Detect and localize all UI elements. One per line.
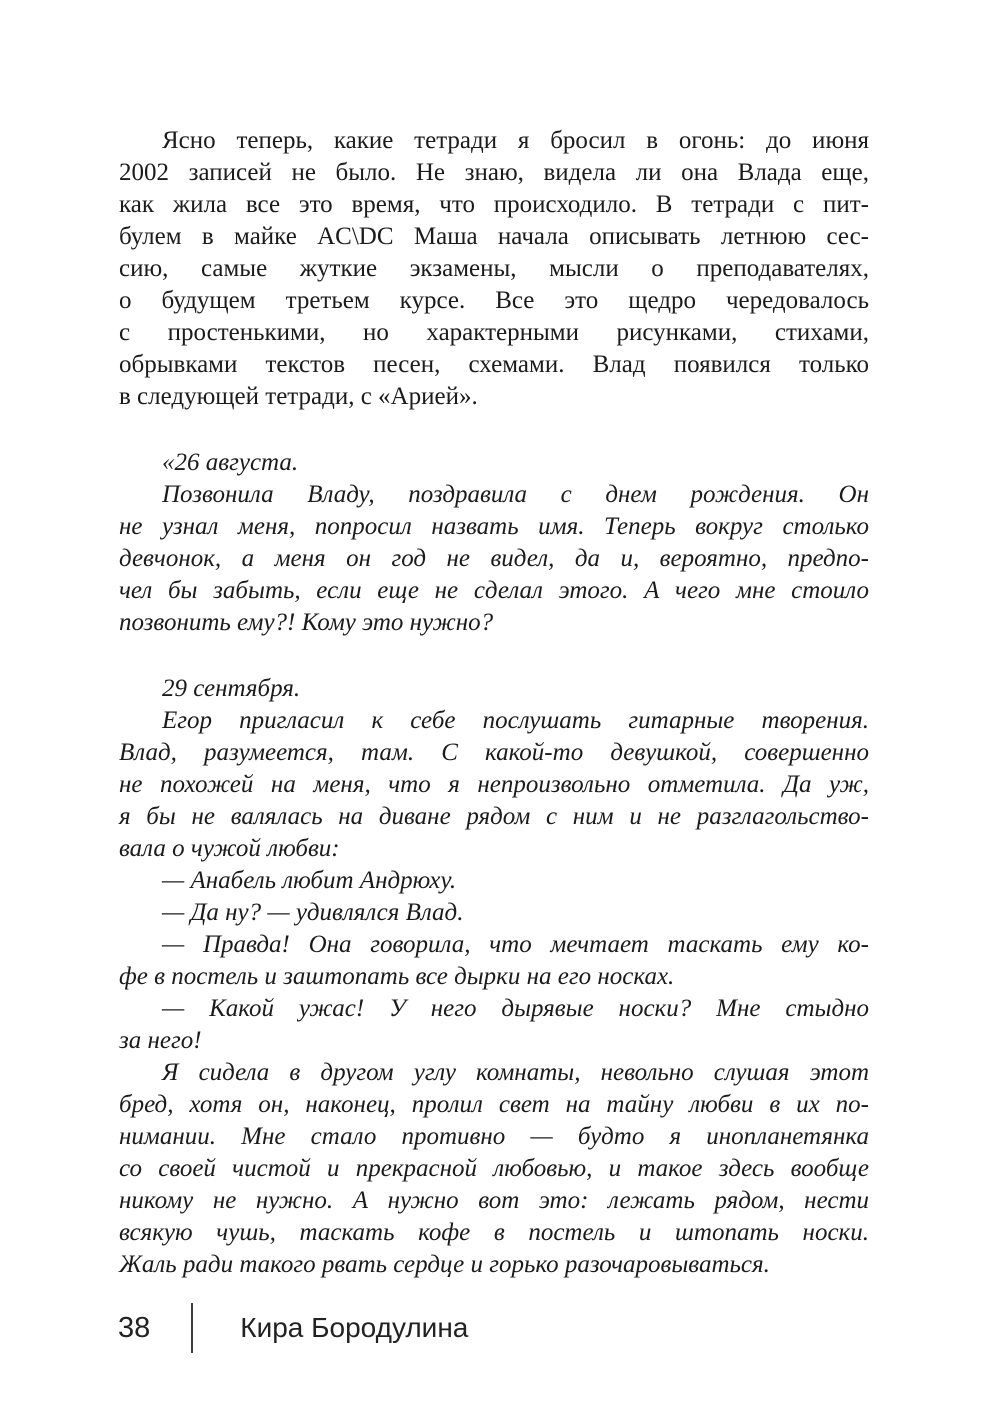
text-line: — Правда! Она говорила, что мечтает таскать ему ко- [162, 931, 869, 958]
text-line: сию, самые жуткие экзамены, мысли о преподавателях, [119, 255, 869, 282]
text-line: не узнал меня, попросил назвать имя. Теперь вокруг столько [119, 513, 869, 540]
text-line: нимании. Мне стало противно — будто я инопланетянка [119, 1123, 869, 1150]
text-line: в следующей тетради, с «Арией». [119, 383, 478, 410]
footer-divider [191, 1303, 193, 1353]
text-line: как жила все это время, что происходило. В тетради с пит- [119, 191, 869, 218]
text-line: Ясно теперь, какие тетради я бросил в огонь: до июня [162, 127, 869, 154]
text-line: Жаль ради такого рвать сердце и горько разочаровываться. [119, 1251, 770, 1278]
text-line: девчонок, а меня он год не видел, да и, вероятно, предпо- [119, 545, 869, 572]
text-line: никому не нужно. А нужно вот это: лежать рядом, нести [119, 1187, 869, 1214]
text-line: за него! [119, 1027, 202, 1054]
text-line: Позвонила Владу, поздравила с днем рождения. Он [162, 481, 869, 508]
closing-paragraph [119, 1057, 869, 1281]
text-line: бред, хотя он, наконец, пролил свет на тайну любви в их по- [119, 1091, 869, 1118]
dialogue-paragraph [119, 897, 869, 929]
text-line: 29 сентября. [162, 675, 301, 702]
text-line: позвонить ему?! Кому это нужно? [119, 609, 494, 636]
text-line: — Анабель любит Андрюху. [162, 867, 457, 894]
diary-date-heading [119, 673, 869, 705]
text-line: фе в постель и заштопать все дырки на его носках. [119, 963, 675, 990]
text-line: не похожей на меня, что я непроизвольно отметила. Да уж, [119, 771, 869, 798]
text-line: Я сидела в другом углу комнаты, невольно слушая этот [162, 1059, 869, 1086]
diary-entry-paragraph [119, 705, 869, 865]
text-line: всякую чушь, таскать кофе в постель и штопать носки. [119, 1219, 869, 1246]
text-line: Егор пригласил к себе послушать гитарные творения. [162, 707, 869, 734]
text-line: со своей чистой и прекрасной любовью, и такое здесь вообще [119, 1155, 869, 1182]
text-line: обрывками текстов песен, схемами. Влад появился только [119, 351, 869, 378]
diary-date-heading [119, 447, 869, 479]
text-line: булем в майке AC\DC Маша начала описывать летнюю сес- [119, 223, 869, 250]
text-block [119, 125, 869, 1281]
text-line: я бы не валялась на диване рядом с ним и не разглагольство- [119, 803, 869, 830]
footer [118, 1303, 468, 1353]
opening-paragraph [119, 125, 869, 413]
dialogue-paragraph [119, 993, 869, 1057]
text-line: о будущем третьем курсе. Все это щедро чередовалось [119, 287, 869, 314]
running-title: Кира Бородулина [240, 1312, 469, 1343]
text-line: «26 августа. [162, 449, 299, 476]
text-line: 2002 записей не было. Не знаю, видела ли она Влада еще, [119, 159, 869, 186]
text-line: с простенькими, но характерными рисунками, стихами, [119, 319, 869, 346]
text-line: чел бы забыть, если еще не сделал этого. А чего мне стоило [119, 577, 869, 604]
text-line: — Да ну? — удивлялся Влад. [162, 899, 464, 926]
diary-entry-paragraph [119, 479, 869, 639]
page-number: 38 [118, 1311, 151, 1344]
text-line: Влад, разумеется, там. С какой-то девушкой, совершенно [119, 739, 869, 766]
dialogue-paragraph [119, 865, 869, 897]
dialogue-paragraph [119, 929, 869, 993]
text-line: — Какой ужас! У него дырявые носки? Мне стыдно [162, 995, 869, 1022]
text-line: вала о чужой любви: [119, 835, 340, 862]
